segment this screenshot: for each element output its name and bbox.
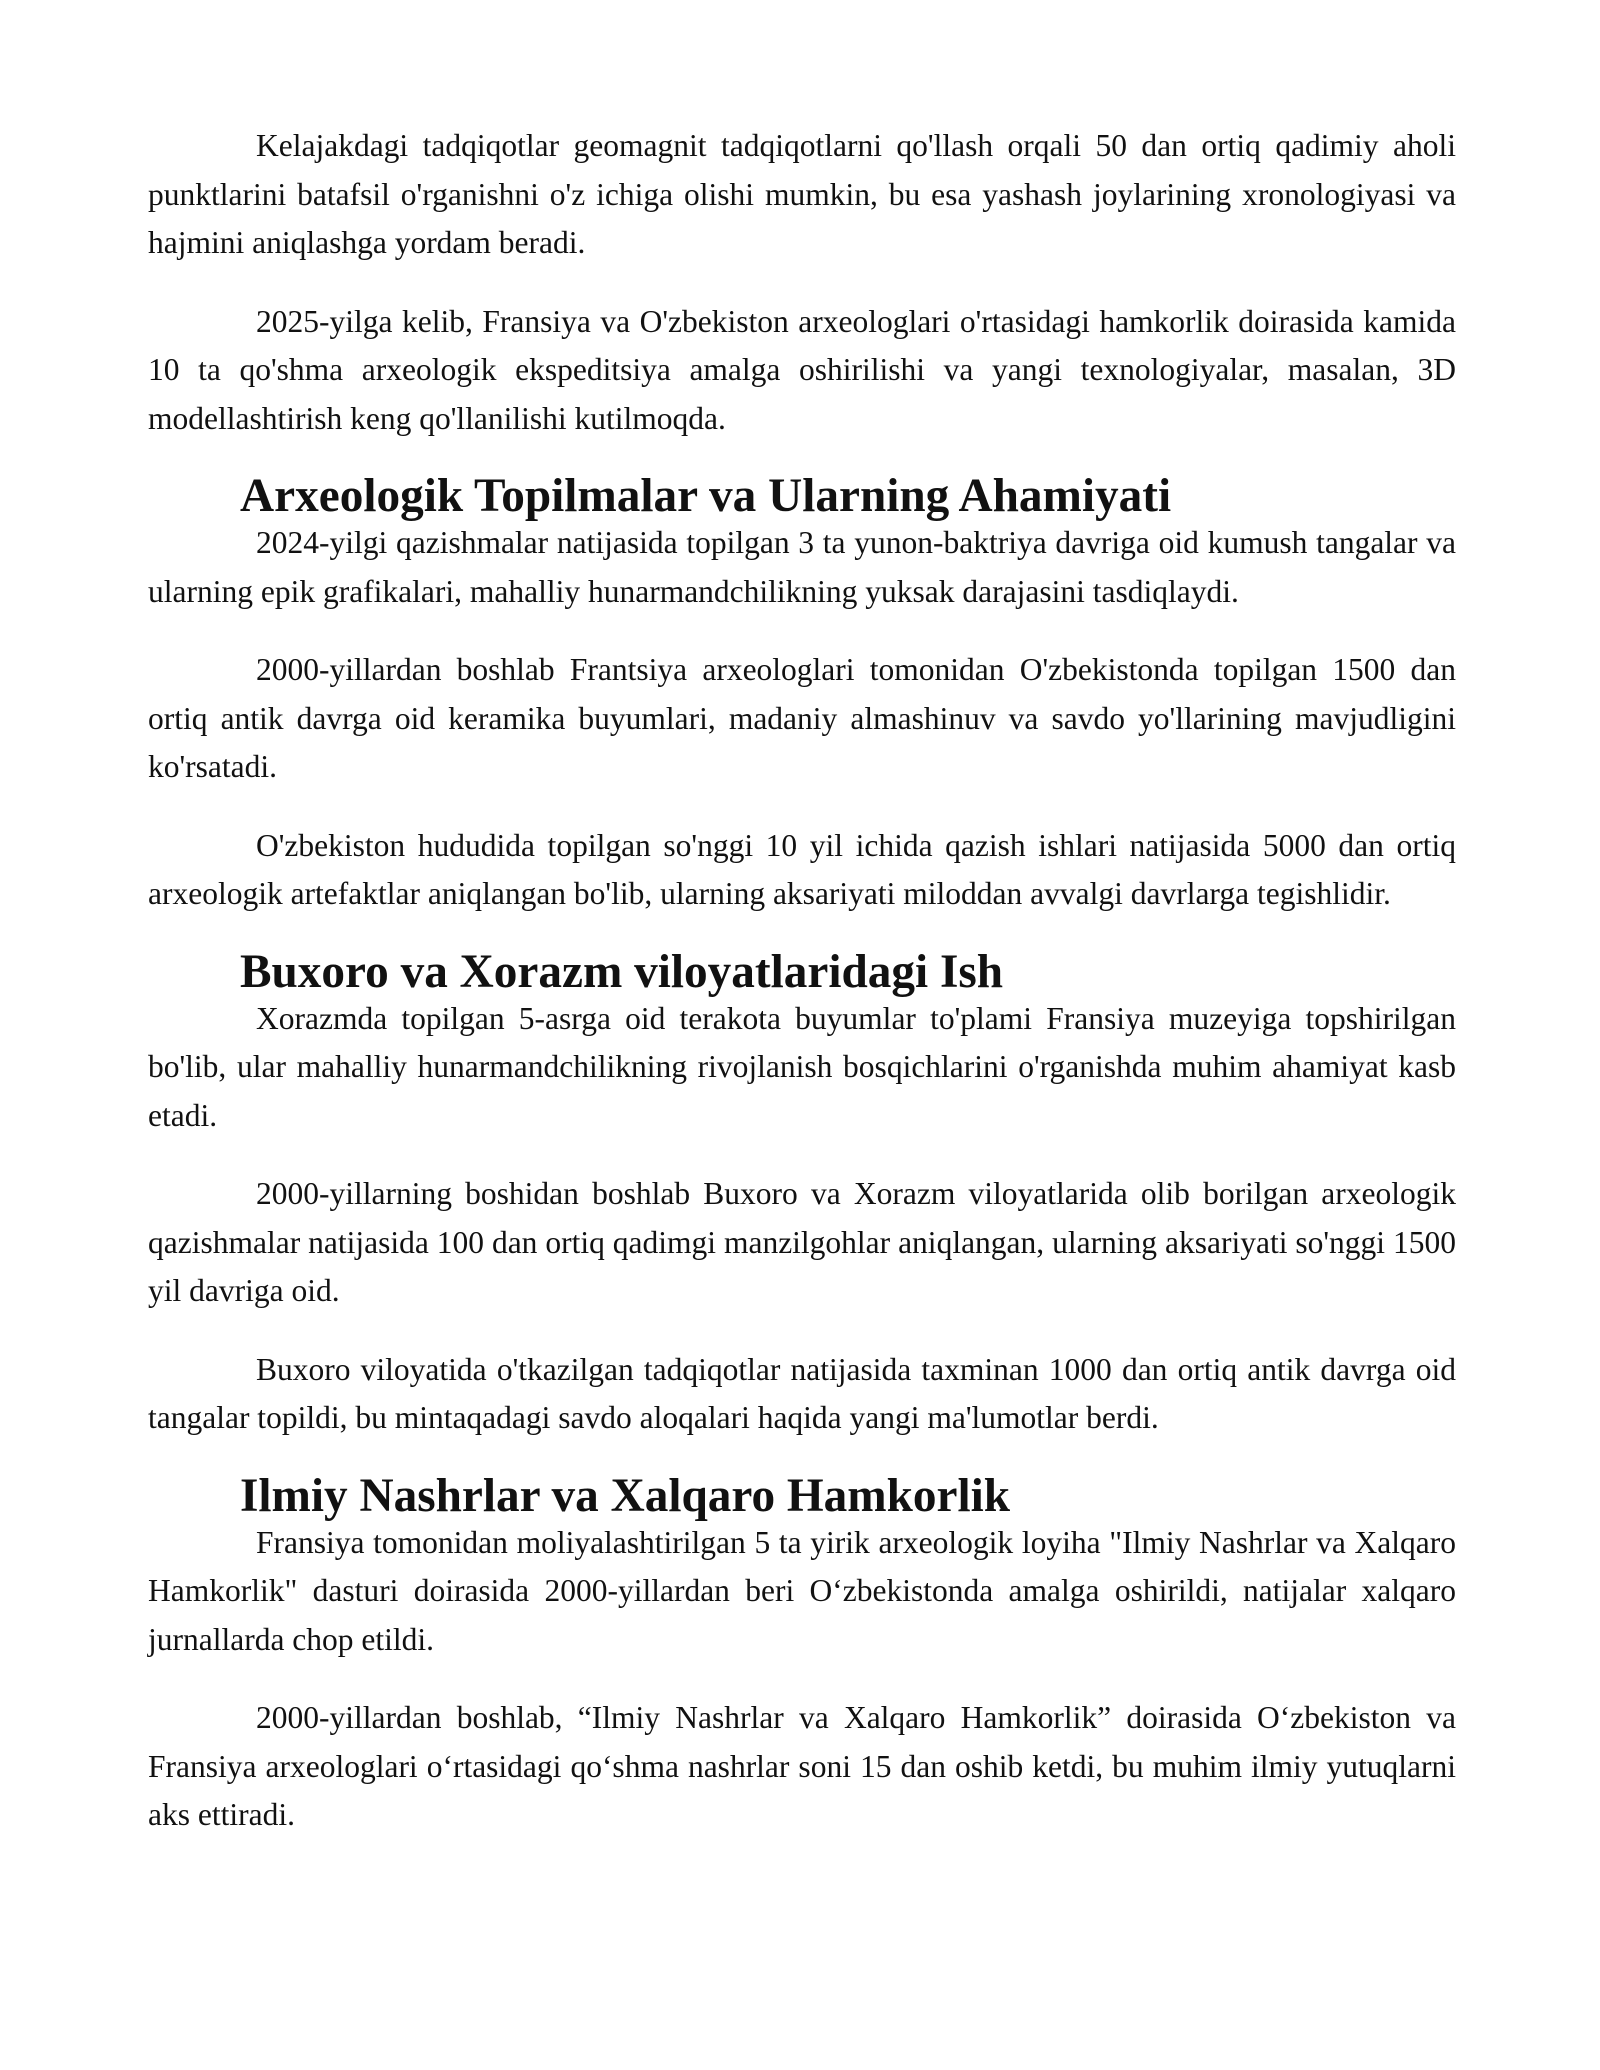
paragraph: 2000-yillarning boshidan boshlab Buxoro va Xorazm viloyatlarida olib borilgan arxeologik qazishmalar natijasida 100 dan ortiq qadimgi manzilgohlar aniqlangan, ularning aksariyati so'nggi 1500 yil davriga oid.: [148, 1176, 1456, 1308]
paragraph: Buxoro viloyatida o'tkazilgan tadqiqotlar natijasida taxminan 1000 dan ortiq antik davrga oid tangalar topildi, bu mintaqadagi savdo aloqalari haqida yangi ma'lumotlar berdi.: [148, 1351, 1456, 1435]
paragraph: Kelajakdagi tadqiqotlar geomagnit tadqiqotlarni qo'llash orqali 50 dan ortiq qadimiy aholi punktlarini batafsil o'rganishni o'z ichiga olishi mumkin, bu esa yashash joylarining xronologiyasi va hajmini aniqlashga yordam beradi.: [148, 128, 1456, 260]
section-ilmiy-nashrlar: [148, 1469, 1456, 1840]
paragraph: 2000-yillardan boshlab, “Ilmiy Nashrlar va Xalqaro Hamkorlik” doirasida Oʻzbekiston va Fransiya arxeologlari oʻrtasidagi qoʻshma nashrlar soni 15 dan oshib ketdi, bu muhim ilmiy yutuqlarni aks ettiradi.: [148, 1700, 1456, 1832]
document-page: [148, 122, 1456, 1870]
section-heading: Ilmiy Nashrlar va Xalqaro Hamkorlik: [240, 1469, 1011, 1522]
paragraph: 2024-yilgi qazishmalar natijasida topilgan 3 ta yunon-baktriya davriga oid kumush tangalar va ularning epik grafikalari, mahalliy hunarmandchilikning yuksak darajasini tasdiqlaydi.: [148, 525, 1456, 609]
section-arxeologik-topilmalar: [148, 470, 1456, 919]
section-buxoro-xorazm: [148, 945, 1456, 1443]
paragraph: 2000-yillardan boshlab Frantsiya arxeologlari tomonidan O'zbekistonda topilgan 1500 dan ortiq antik davrga oid keramika buyumlari, madaniy almashinuv va savdo yo'llarining mavjudligini ko'rsatadi.: [148, 652, 1456, 784]
section-heading: Arxeologik Topilmalar va Ularning Ahamiyati: [240, 470, 1172, 522]
paragraph: Xorazmda topilgan 5-asrga oid terakota buyumlar to'plami Fransiya muzeyiga topshirilgan bo'lib, ular mahalliy hunarmandchilikning rivojlanish bosqichlarini o'rganishda muhim ahamiyat kasb etadi.: [148, 1000, 1456, 1133]
paragraph: 2025-yilga kelib, Fransiya va O'zbekiston arxeologlari o'rtasidagi hamkorlik doirasida kamida 10 ta qo'shma arxeologik ekspeditsiya amalga oshirilishi va yangi texnologiyalar, masalan, 3D modellashtirish keng qo'llanilishi kutilmoqda.: [148, 303, 1456, 436]
paragraph: Fransiya tomonidan moliyalashtirilgan 5 ta yirik arxeologik loyiha "Ilmiy Nashrlar va Xalqaro Hamkorlik" dasturi doirasida 2000-yillardan beri Oʻzbekistonda amalga oshirildi, natijalar xalqaro jurnallarda chop etildi.: [148, 1524, 1456, 1657]
paragraph: O'zbekiston hududida topilgan so'nggi 10 yil ichida qazish ishlari natijasida 5000 dan ortiq arxeologik artefaktlar aniqlangan bo'lib, ularning aksariyati miloddan avvalgi davrlarga tegishlidir.: [148, 827, 1456, 911]
section-heading: Buxoro va Xorazm viloyatlaridagi Ish: [240, 945, 1004, 998]
